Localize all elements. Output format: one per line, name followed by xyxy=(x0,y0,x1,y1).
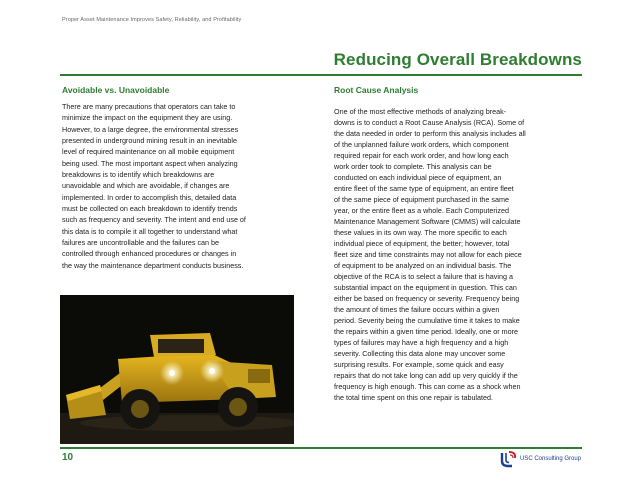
body-line: objective of the RCA is to select a failure that is having a xyxy=(334,272,513,281)
body-line: However, to a large degree, the environmental stresses xyxy=(62,124,239,134)
body-line: such as frequency and severity. The intent and end use of xyxy=(62,215,246,225)
body-line: either be based on frequency or severity. Frequency being xyxy=(334,294,520,303)
footer-rule xyxy=(60,447,582,449)
body-line: severity. Collecting this data alone may uncover some xyxy=(334,349,506,358)
body-line: substantial impact on the equipment in question. This can xyxy=(334,283,517,292)
body-line: entire fleet of the same type of equipment, an entire fleet xyxy=(334,184,514,193)
body-line: frequency is high enough. This can come as a shock when xyxy=(334,382,521,391)
body-line: unavoidable and which are avoidable, if changes are xyxy=(62,181,230,191)
usc-logo xyxy=(500,450,584,468)
usc-logo-mark-icon xyxy=(500,450,518,468)
left-column-heading: Avoidable vs. Unavoidable xyxy=(62,85,170,95)
body-line: individual piece of equipment, the better; however, total xyxy=(334,239,510,248)
body-line: conducted on each individual piece of equipment, an xyxy=(334,173,502,182)
body-line: the repairs within a given time period. Ideally, one or more xyxy=(334,327,519,336)
body-line: period. Severity being the cumulative time it takes to make xyxy=(334,316,520,325)
body-line: the data needed in order to perform this analysis includes all xyxy=(334,129,526,138)
body-line: these values in its own way. The more specific to each xyxy=(334,228,507,237)
body-line: level of required maintenance on all mobile equipment xyxy=(62,147,235,157)
body-line: controlled through enhanced procedures or changes in xyxy=(62,249,237,259)
body-line: the way the maintenance department conducts business. xyxy=(62,260,244,270)
body-line: types of failures may have a high frequency and a high xyxy=(334,338,509,347)
body-line: fleet size and time constraints may not allow for each piece xyxy=(334,250,522,259)
body-line: work order took to complete. This analysis can be xyxy=(334,162,492,171)
body-line: There are many precautions that operators can take to xyxy=(62,102,236,111)
body-line: being used. The most important aspect when analyzing xyxy=(62,158,238,168)
right-column-heading: Root Cause Analysis xyxy=(334,85,419,95)
body-line: this data is to compile it all together to understand what xyxy=(62,226,238,236)
body-line: Maintenance Management Software (CMMS) will calculate xyxy=(334,217,521,226)
body-line: One of the most effective methods of analyzing break- xyxy=(334,107,507,116)
body-line: surprising results. For example, some quick and easy xyxy=(334,360,504,369)
body-line: of the same piece of equipment purchased in the same xyxy=(334,195,510,204)
body-line: breakdowns is to identify which breakdowns are xyxy=(62,170,215,180)
running-head: Proper Asset Maintenance Improves Safety, Reliability, and Profitability xyxy=(62,17,242,23)
page-number: 10 xyxy=(62,452,74,463)
page-title: Reducing Overall Breakdowns xyxy=(333,50,582,69)
body-line: must be collected on each breakdown to identify trends xyxy=(62,204,238,214)
usc-logo-text: USC Consulting Group xyxy=(520,456,582,462)
right-column xyxy=(334,85,580,403)
body-line: repairs that do not take long can add up very quickly if the xyxy=(334,371,518,380)
body-line: year, or the entire fleet as a whole. Each Computerized xyxy=(334,206,509,215)
mining-loader-illustration xyxy=(60,295,294,444)
body-line: required repair for each work order, and how long each xyxy=(334,151,509,160)
body-line: failures are uncontrollable and the failures can be xyxy=(62,238,220,248)
left-column-body xyxy=(62,101,296,271)
mining-loader-photo xyxy=(60,295,294,444)
body-line: minimize the impact on the equipment they are using. xyxy=(62,113,233,123)
body-line: downs is to conduct a Root Cause Analysis (RCA). Some of xyxy=(334,118,525,127)
body-line: implemented. In order to accomplish this, detailed data xyxy=(62,192,237,202)
right-column-body xyxy=(334,106,580,403)
body-line: of equipment to be analyzed on an individual basis. The xyxy=(334,261,512,270)
title-rule xyxy=(60,74,582,76)
body-line: the total time spent on this one repair is tabulated. xyxy=(334,393,494,402)
body-line: of the unplanned failure work orders, which component xyxy=(334,140,509,149)
left-column xyxy=(62,85,296,271)
body-line: presented in underground mining result in an inevitable xyxy=(62,136,238,146)
body-line: the amount of times the failure occurs within a given xyxy=(334,305,500,314)
